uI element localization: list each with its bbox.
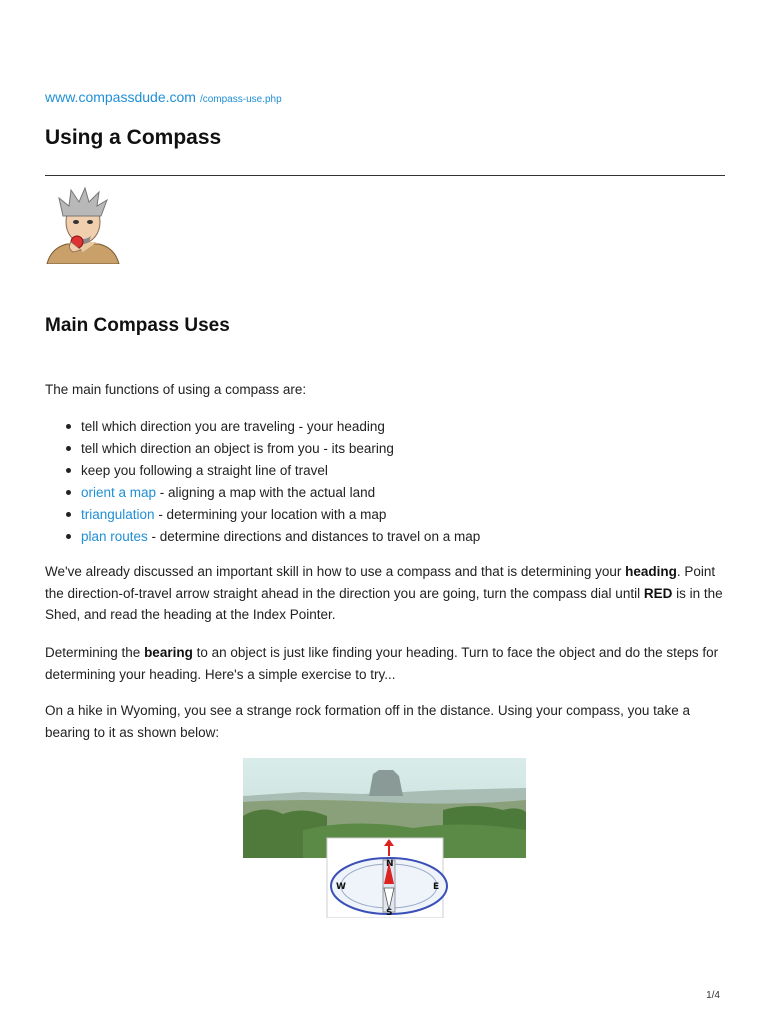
uses-list (45, 417, 480, 549)
list-item (81, 483, 480, 505)
list-item-text: tell which direction an object is from you - its bearing (81, 441, 394, 456)
heading-term: heading (625, 564, 677, 579)
plan-routes-link[interactable]: plan routes (81, 529, 148, 544)
list-item (81, 461, 480, 483)
triangulation-link[interactable]: triangulation (81, 507, 155, 522)
compass-e-label: E (433, 882, 440, 892)
title-divider (45, 175, 725, 176)
page-path-link[interactable]: /compass-use.php (199, 94, 282, 105)
compass-dude-avatar (45, 186, 121, 264)
paragraph-text: We've already discussed an important skill in how to use a compass and that is determining your (45, 564, 626, 579)
list-item-text: tell which direction you are traveling - your heading (81, 419, 385, 434)
paragraph-text: . Point the direction-of-travel arrow straight ahead in the direction you are going, turn the compass dial until (45, 564, 716, 601)
bearing-paragraph (45, 642, 735, 685)
paragraph-text: to an object is just like finding your heading. Turn to face the object and do the steps for determining your heading. Here's a simple exercise to try... (45, 645, 719, 682)
list-item (81, 505, 480, 527)
exercise-paragraph: On a hike in Wyoming, you see a strange rock formation off in the distance. Using your compass, you take a bearing to it as shown below: (45, 703, 690, 740)
bearing-term: bearing (144, 645, 193, 660)
list-item (81, 417, 480, 439)
list-item (81, 439, 480, 461)
intro-text: The main functions of using a compass are: (45, 382, 307, 397)
paragraph-text: Determining the (45, 645, 145, 660)
section-title: Main Compass Uses (45, 315, 230, 336)
page-url[interactable] (45, 89, 282, 105)
list-item-text: keep you following a straight line of travel (81, 463, 328, 478)
page-title: Using a Compass (45, 126, 222, 149)
site-link[interactable]: www.compassdude.com (45, 89, 196, 105)
landscape-compass-photo (243, 758, 526, 918)
red-term: RED (643, 585, 673, 601)
list-item-text: - aligning a map with the actual land (156, 485, 376, 500)
heading-paragraph (45, 561, 735, 626)
compass-w-label: W (336, 882, 346, 892)
paragraph-text: is in the Shed, and read the heading at the Index Pointer. (45, 585, 723, 622)
list-item (81, 527, 480, 549)
compass-s-label: S (386, 908, 393, 918)
list-item-text: - determining your location with a map (154, 507, 387, 522)
page-number: 1/4 (706, 990, 720, 1001)
compass-n-label: N (386, 859, 394, 869)
list-item-text: - determine directions and distances to travel on a map (147, 529, 481, 544)
orient-a-map-link[interactable]: orient a map (81, 485, 157, 500)
